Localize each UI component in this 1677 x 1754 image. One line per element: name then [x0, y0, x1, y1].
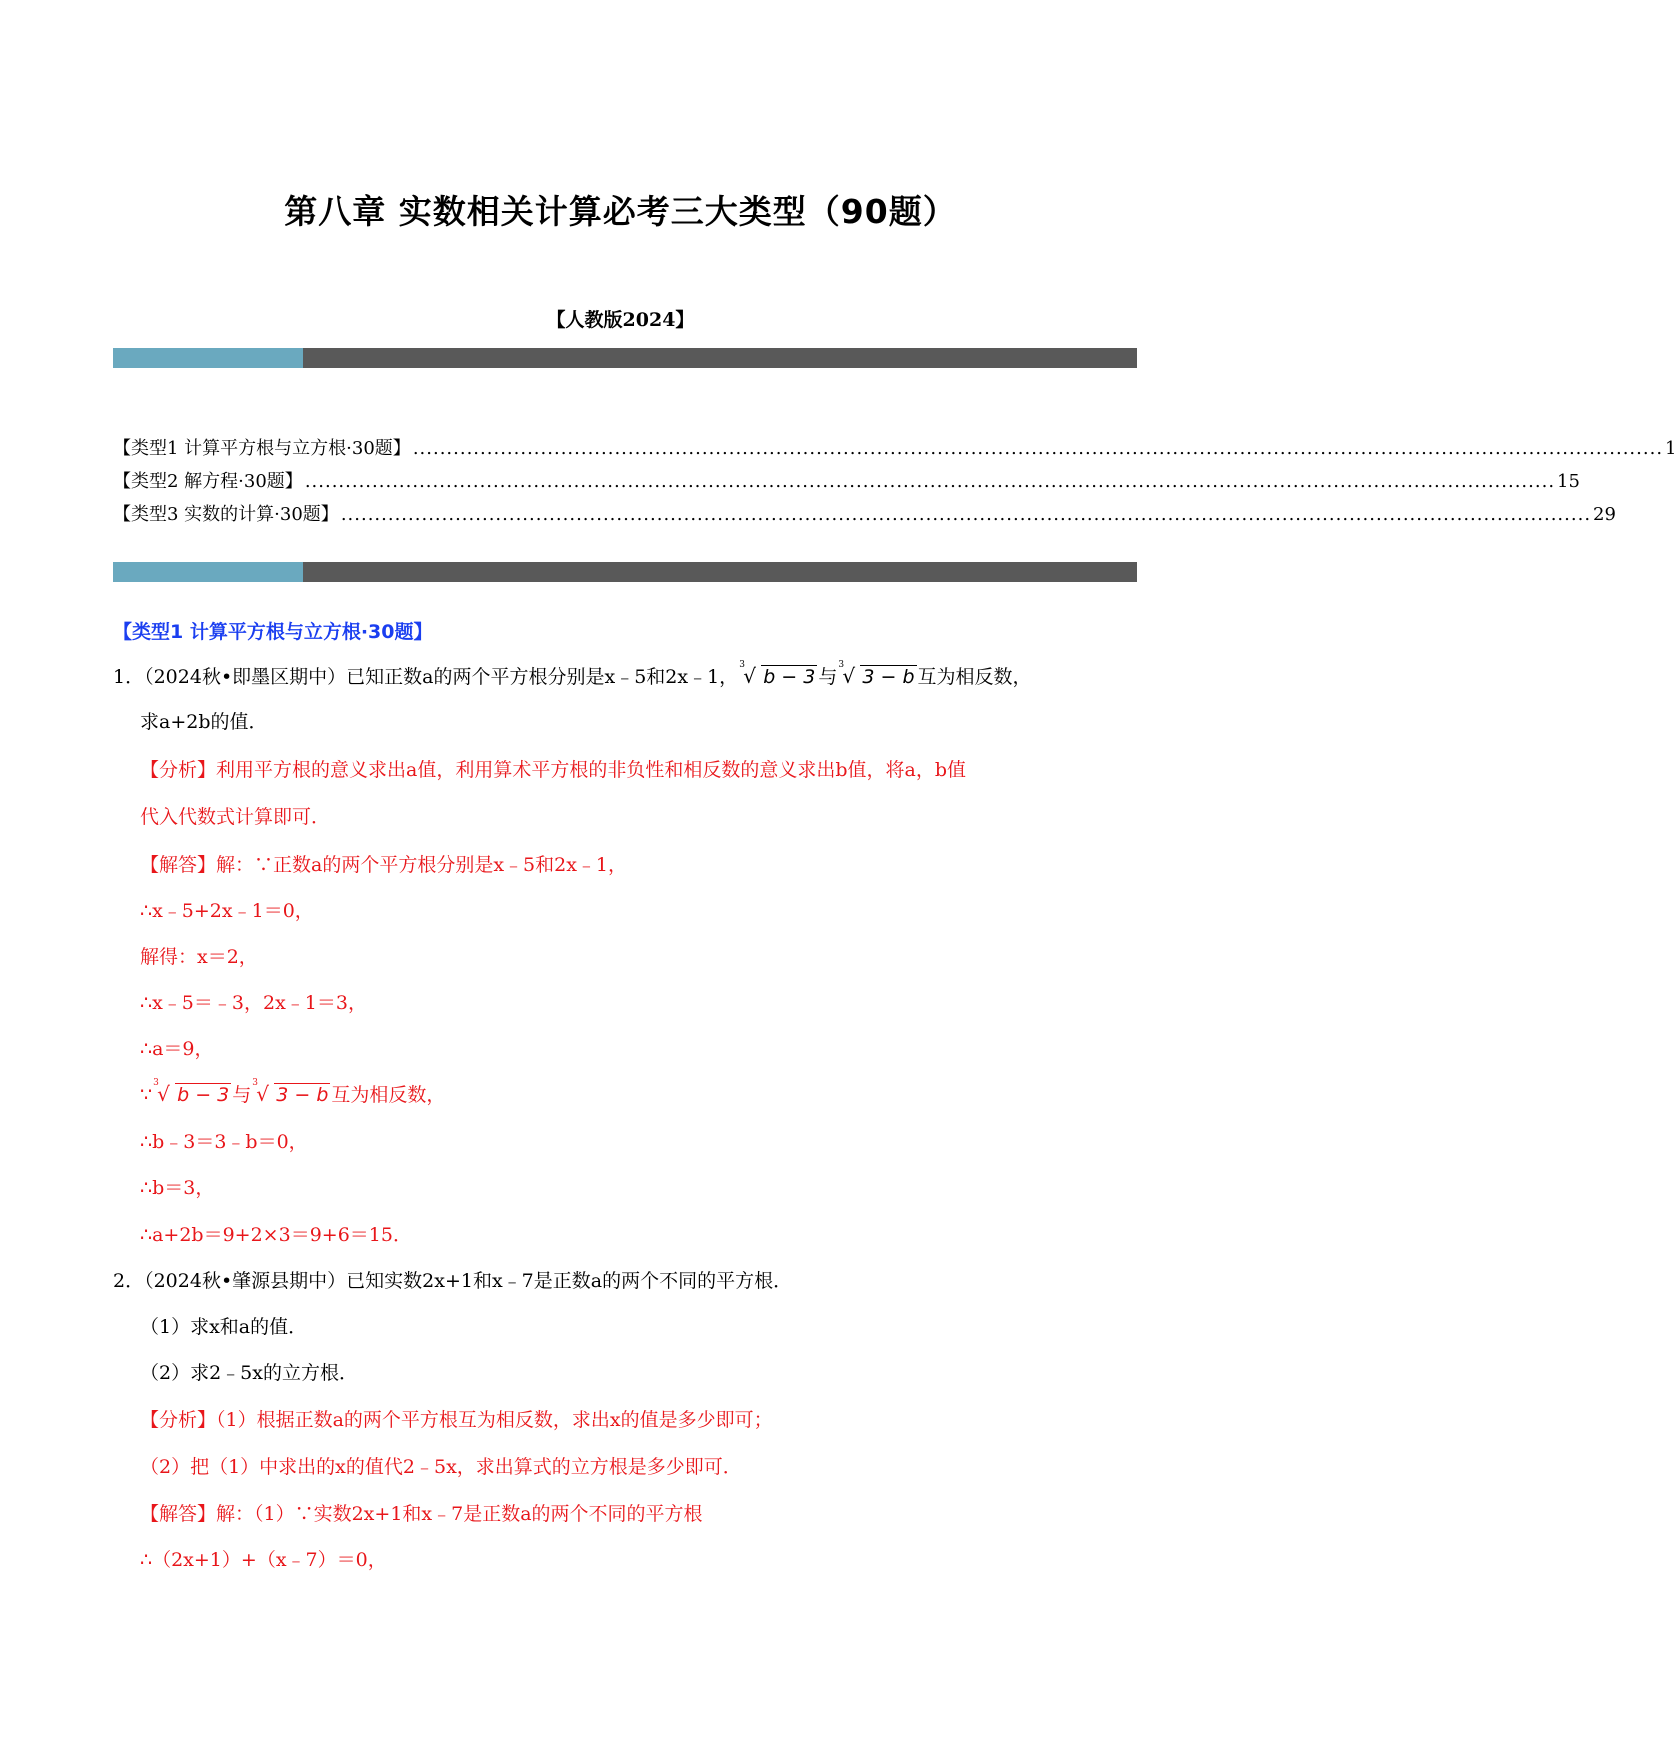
cube-root-b-minus-3: 3 √ b − 3: [153, 1078, 230, 1106]
document-title: 第八章 实数相关计算必考三大类型（90题）: [284, 192, 957, 231]
q1-solution-line4: ∴x﹣5＝﹣3，2x﹣1＝3，: [140, 992, 367, 1014]
q2-line1: 2．（2024秋•肇源县期中）已知实数2x+1和x﹣7是正数a的两个不同的平方根．: [113, 1270, 793, 1292]
q1-solution-line3: 解得：x＝2，: [140, 946, 258, 968]
toc-page: 29: [1593, 504, 1616, 525]
q2-part1: （1）求x和a的值．: [140, 1316, 308, 1338]
cube-root-b-minus-3: 3 √ b − 3: [739, 660, 816, 688]
divider-bar-top: [113, 348, 1137, 368]
q1-solution-line2: ∴x﹣5+2x﹣1＝0，: [140, 900, 314, 922]
q1-solution-line9: ∴a+2b＝9+2×3＝9+6＝15．: [140, 1224, 412, 1246]
edition-label: 【人教版2024】: [546, 309, 695, 331]
toc-leader: ..........................................................................................................................................................................................: [304, 471, 1556, 492]
q2-analysis-line1: 【分析】（1）根据正数a的两个平方根互为相反数，求出x的值是多少即可；: [140, 1409, 773, 1431]
q1-solution-line8: ∴b＝3，: [140, 1177, 215, 1199]
q1-analysis-line2: 代入代数式计算即可．: [140, 806, 331, 828]
toc-item-3[interactable]: [113, 500, 1616, 526]
q1-solution-line7: ∴b﹣3＝3﹣b＝0，: [140, 1131, 308, 1153]
toc-label: 【类型2 解方程·30题】: [113, 471, 303, 492]
q2-solution-line1: 【解答】解：（1）∵实数2x+1和x﹣7是正数a的两个不同的平方根: [140, 1503, 703, 1525]
toc-item-2[interactable]: [113, 467, 1580, 493]
q2-solution-line2: ∴（2x+1）+（x﹣7）＝0，: [140, 1549, 387, 1571]
q1-solution-line6: ∵ 3 √ b − 3 与 3 √ 3 − b 互为相反数，: [140, 1078, 446, 1106]
toc-leader: ..........................................................................................................................................................................................: [412, 438, 1664, 459]
q1-solution-line5: ∴a＝9，: [140, 1038, 214, 1060]
q1-line1: 1．（2024秋•即墨区期中）已知正数a的两个平方根分别是x﹣5和2x﹣1， 3 √ b − 3 与 3 √ 3 − b 互为相反数，: [113, 660, 1032, 688]
cube-root-3-minus-b: 3 √ 3 − b: [252, 1078, 329, 1106]
section-heading: 【类型1 计算平方根与立方根·30题】: [113, 621, 433, 643]
q2-part2: （2）求2﹣5x的立方根．: [140, 1362, 358, 1384]
toc-leader: ..........................................................................................................................................................................................: [340, 504, 1592, 525]
toc-page: 1: [1665, 438, 1677, 459]
cube-root-3-minus-b: 3 √ 3 − b: [838, 660, 915, 688]
toc-page: 15: [1557, 471, 1580, 492]
toc-label: 【类型3 实数的计算·30题】: [113, 504, 339, 525]
q1-analysis-line1: 【分析】利用平方根的意义求出a值，利用算术平方根的非负性和相反数的意义求出b值，将a，b值: [140, 759, 966, 781]
toc-item-1[interactable]: [113, 434, 1677, 460]
divider-bar-middle: [113, 562, 1137, 582]
toc-label: 【类型1 计算平方根与立方根·30题】: [113, 438, 411, 459]
q2-analysis-line2: （2）把（1）中求出的x的值代2﹣5x，求出算式的立方根是多少即可．: [140, 1456, 742, 1478]
q1-line2: 求a+2b的值．: [140, 711, 268, 733]
q1-solution-line1: 【解答】解：∵正数a的两个平方根分别是x﹣5和2x﹣1，: [140, 854, 628, 876]
